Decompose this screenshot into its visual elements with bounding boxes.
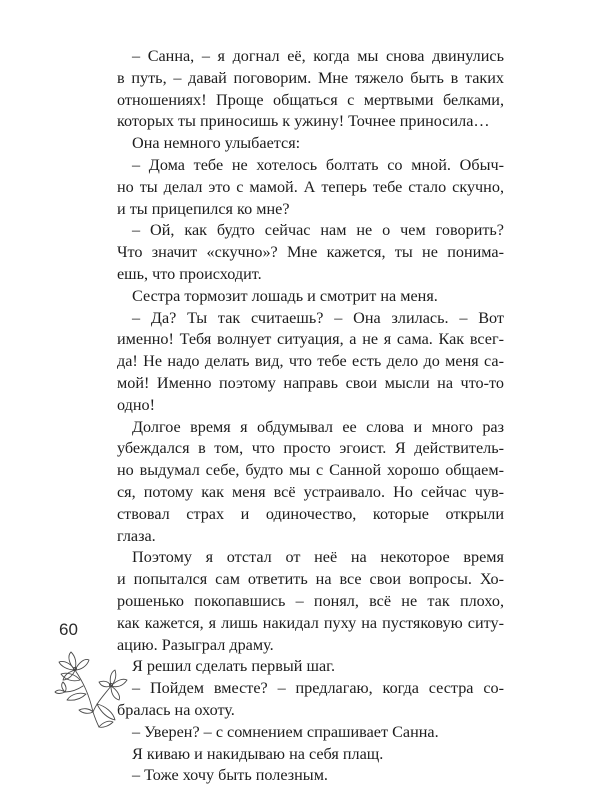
text-line: отношениях! Проще общаться с мертвыми белками, bbox=[117, 90, 504, 109]
text-line: Что значит «скучно»? Мне кажется, ты не понима- bbox=[117, 243, 504, 262]
text-line: и попытался сам ответить на все свои вопросы. Хо- bbox=[117, 570, 504, 589]
text-line: Она немного улыбается: bbox=[132, 134, 301, 153]
text-line: Сестра тормозит лошадь и смотрит на меня. bbox=[132, 286, 438, 305]
text-line: глаза. bbox=[117, 526, 156, 545]
text-line: но ты делал это с мамой. А теперь тебе стало скучно, bbox=[117, 177, 504, 196]
text-line: – Ой, как будто сейчас нам не о чем говорить? bbox=[132, 221, 504, 240]
text-line: – Санна, – я догнал её, когда мы снова двинулись bbox=[132, 47, 504, 65]
text-line: и ты прицепился ко мне? bbox=[117, 199, 290, 218]
text-line: – Дома тебе не хотелось болтать со мной. Обыч- bbox=[132, 155, 504, 174]
page-number: 60 bbox=[59, 620, 78, 639]
text-line: одно! bbox=[117, 395, 156, 414]
text-line: бралась на охоту. bbox=[117, 700, 235, 719]
text-line: ся, потому как меня всё устраивало. Но сейчас чув- bbox=[117, 482, 504, 501]
text-line: ацию. Разыграл драму. bbox=[117, 635, 274, 654]
text-line: ствовал страх и одиночество, которые открыли bbox=[117, 504, 504, 523]
text-line: Долгое время я обдумывал ее слова и много раз bbox=[132, 417, 504, 436]
text-line: рошенько покопавшись – понял, всё не так плохо, bbox=[117, 591, 504, 610]
text-line: – Пойдем вместе? – предлагаю, когда сестра со- bbox=[132, 679, 504, 698]
text-line: Я киваю и накидываю на себя плащ. bbox=[132, 744, 384, 763]
text-line: – Уверен? – с сомнением спрашивает Санна. bbox=[132, 722, 439, 741]
text-line: но выдумал себе, будто мы с Санной хорошо общаем- bbox=[117, 461, 504, 480]
text-line: – Да? Ты так считаешь? – Она злилась. – Вот bbox=[132, 308, 504, 327]
text-line: Поэтому я отстал от неё на некоторое время bbox=[132, 548, 504, 567]
text-line: в путь, – давай поговорим. Мне тяжело быть в таких bbox=[117, 68, 504, 87]
text-line: – Тоже хочу быть полезным. bbox=[132, 766, 328, 785]
text-line: да! Не надо делать вид, что тебе есть дело до меня са- bbox=[117, 352, 504, 371]
text-line: убеждался в том, что просто эгоист. Я действитель- bbox=[117, 439, 504, 458]
flower-illustration-icon bbox=[53, 646, 133, 728]
body-text bbox=[117, 46, 504, 787]
text-line: как кажется, я лишь накидал пуху на пустяковую ситу- bbox=[117, 613, 504, 632]
text-line: мой! Именно поэтому направь свои мысли на что-то bbox=[117, 373, 504, 392]
text-line: именно! Тебя волнует ситуация, а не я сама. Как всег- bbox=[117, 330, 504, 349]
text-line: ешь, что происходит. bbox=[117, 264, 262, 283]
text-line: Я решил сделать первый шаг. bbox=[132, 657, 336, 676]
text-line: которых ты приносишь к ужину! Точнее приносила… bbox=[117, 112, 490, 131]
